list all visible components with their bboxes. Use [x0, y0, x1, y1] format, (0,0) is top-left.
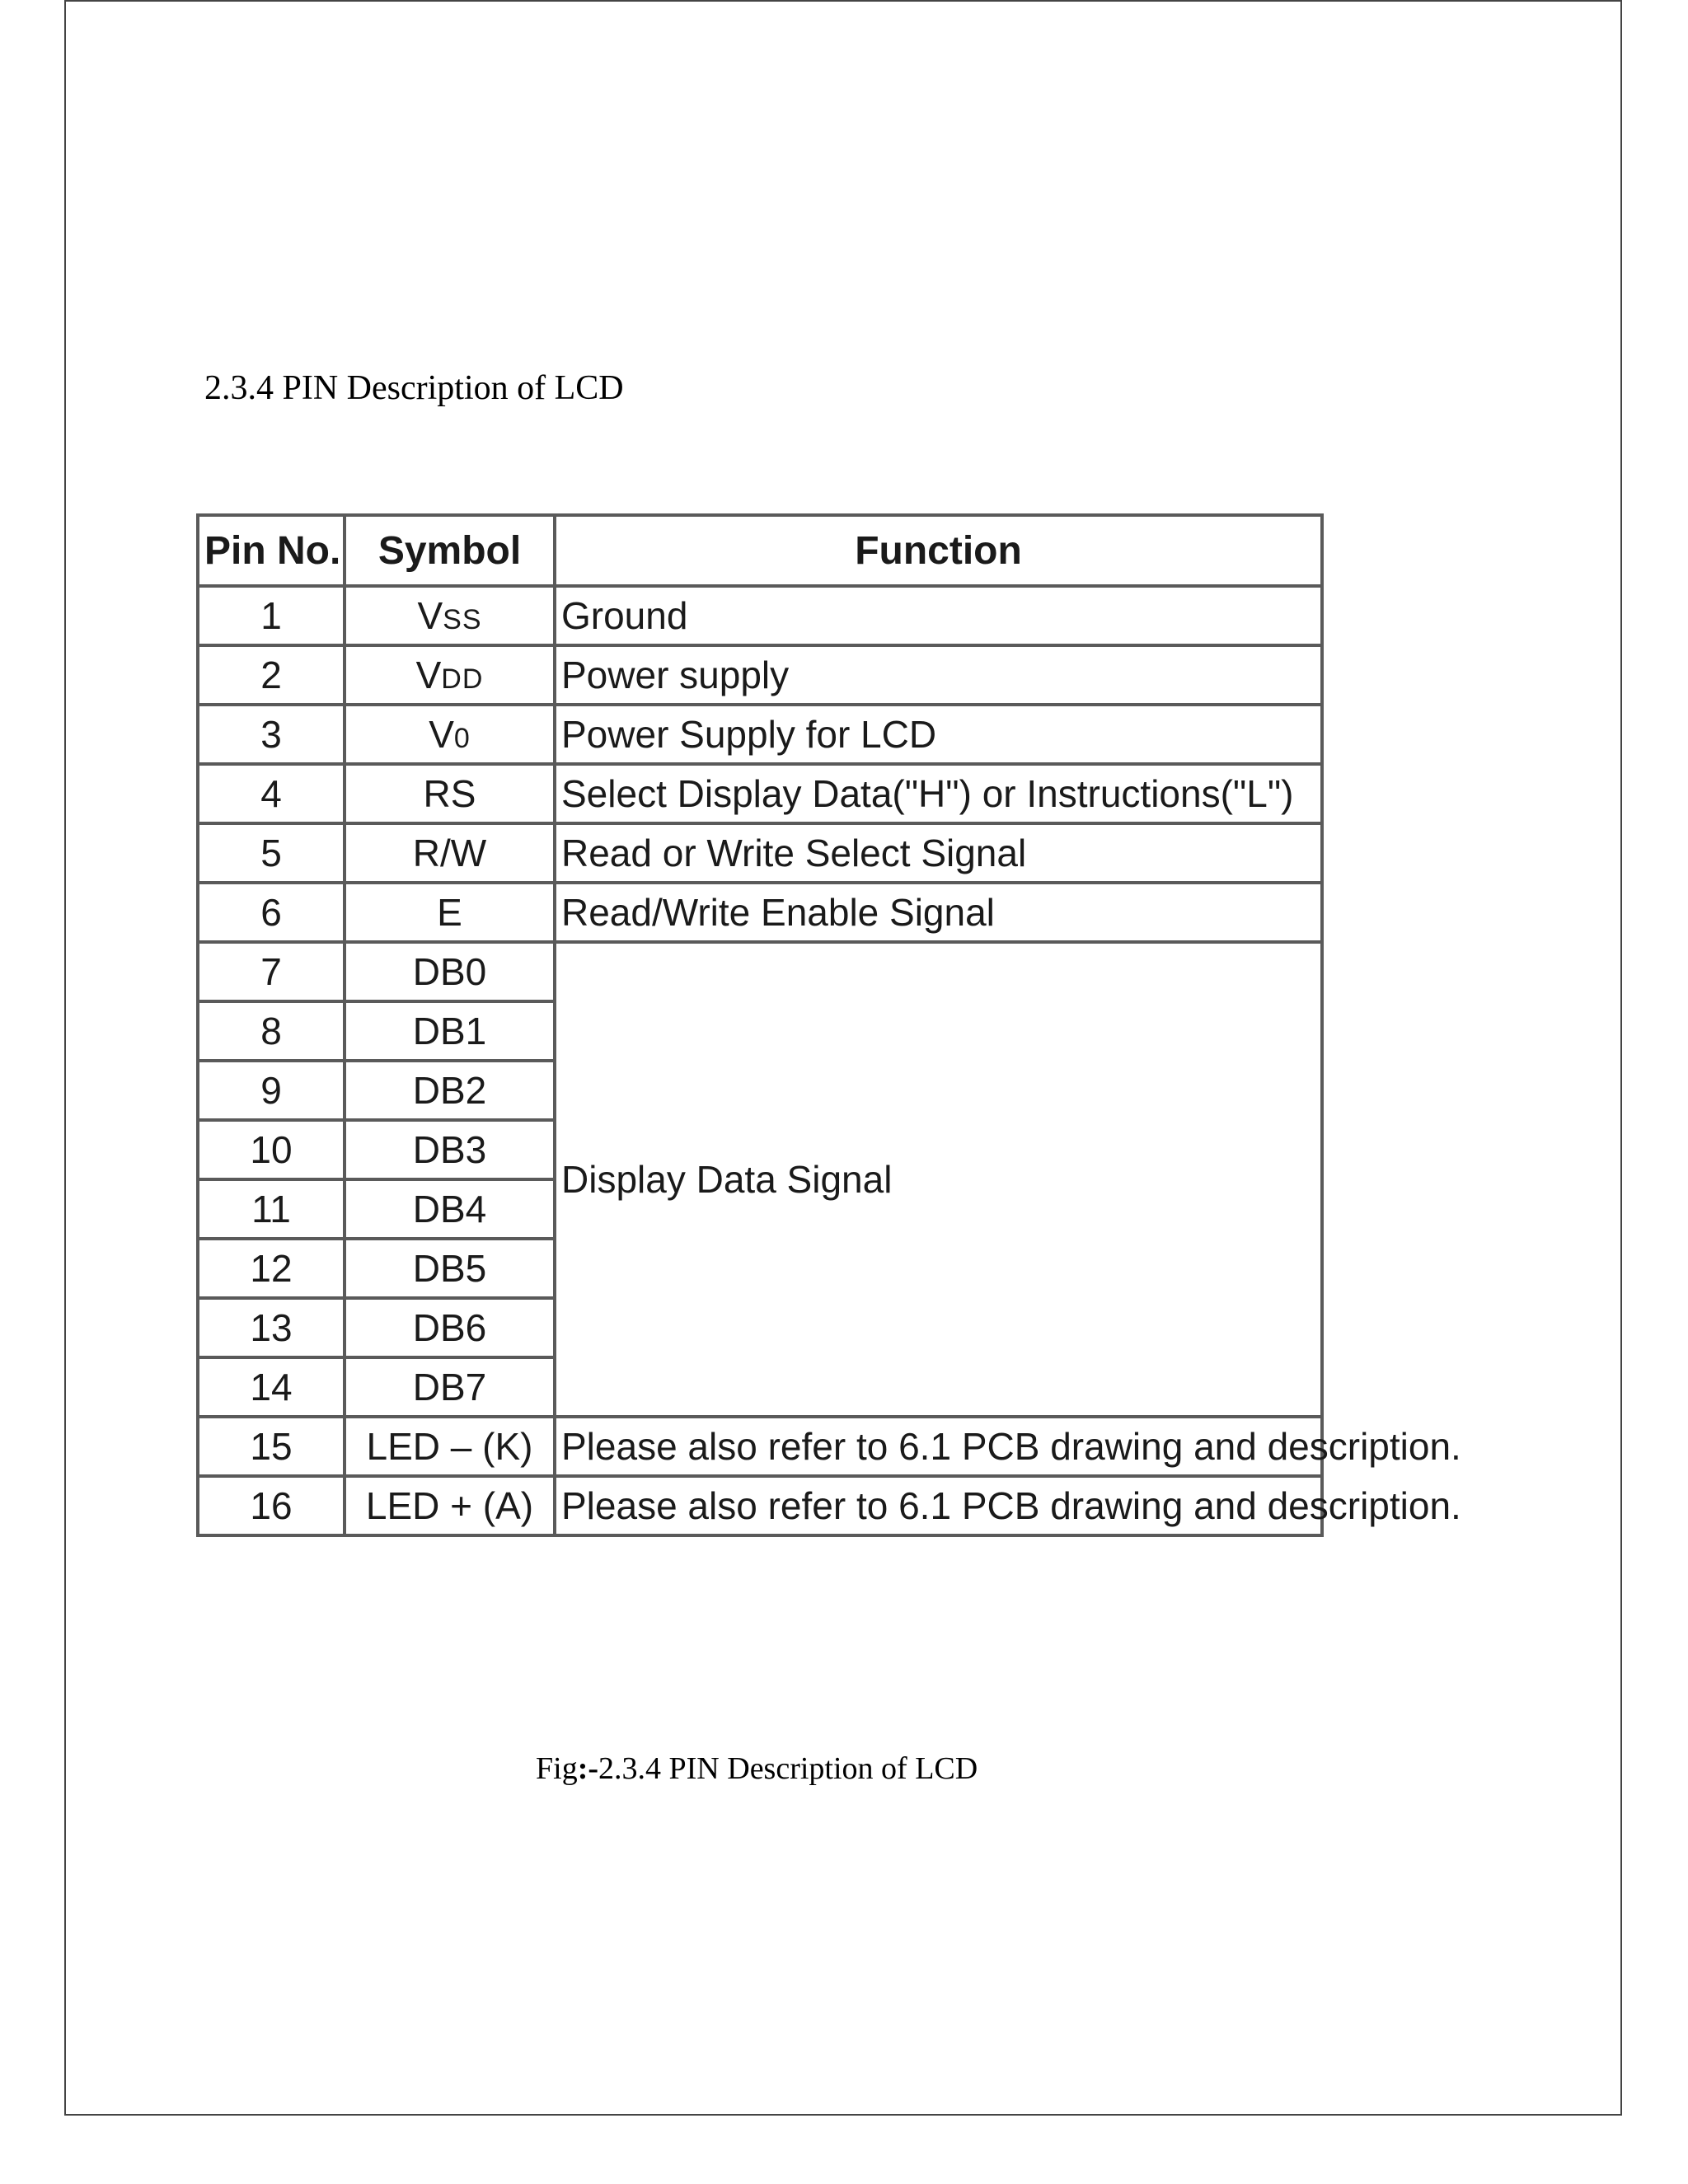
pin-description-table-container	[196, 513, 1461, 1537]
table-row	[198, 705, 1322, 764]
pin-symbol	[345, 645, 555, 705]
pin-number: 6	[198, 883, 345, 942]
pin-symbol: DB5	[345, 1239, 555, 1298]
pin-function: Please also refer to 6.1 PCB drawing and description.	[555, 1417, 1322, 1476]
pin-symbol: DB0	[345, 942, 555, 1001]
pin-symbol: DB2	[345, 1061, 555, 1120]
pin-function: Please also refer to 6.1 PCB drawing and description.	[555, 1476, 1322, 1535]
symbol-subscript: DD	[441, 663, 484, 695]
table-row	[198, 645, 1322, 705]
pin-symbol: DB6	[345, 1298, 555, 1357]
pin-number: 7	[198, 942, 345, 1001]
pin-symbol: E	[345, 883, 555, 942]
pin-number: 10	[198, 1120, 345, 1179]
pin-number: 5	[198, 823, 345, 883]
pin-symbol	[345, 705, 555, 764]
table-row	[198, 1417, 1322, 1476]
pin-symbol: LED – (K)	[345, 1417, 555, 1476]
pin-number: 1	[198, 586, 345, 645]
pin-number: 8	[198, 1001, 345, 1061]
symbol-subscript: 0	[453, 723, 471, 754]
pin-function: Read/Write Enable Signal	[555, 883, 1322, 942]
pin-symbol: R/W	[345, 823, 555, 883]
table-row	[198, 883, 1322, 942]
pin-number: 12	[198, 1239, 345, 1298]
pin-description-table	[196, 513, 1461, 1537]
pin-symbol: DB7	[345, 1357, 555, 1417]
pin-function: Power supply	[555, 645, 1322, 705]
symbol-main: V	[429, 713, 454, 756]
table-row	[198, 942, 1322, 1001]
pin-number: 14	[198, 1357, 345, 1417]
header-function: Function	[555, 515, 1322, 586]
symbol-main: V	[417, 594, 443, 637]
pin-number: 13	[198, 1298, 345, 1357]
pin-symbol: LED + (A)	[345, 1476, 555, 1535]
pin-symbol: DB4	[345, 1179, 555, 1239]
table-row	[198, 764, 1322, 823]
pin-number: 2	[198, 645, 345, 705]
symbol-main: V	[415, 654, 442, 696]
pin-function: Select Display Data("H") or Instructions("L")	[555, 764, 1322, 823]
pin-symbol: DB3	[345, 1120, 555, 1179]
pin-symbol: DB1	[345, 1001, 555, 1061]
pin-function: Power Supply for LCD	[555, 705, 1322, 764]
table-row	[198, 1476, 1322, 1535]
pin-number: 9	[198, 1061, 345, 1120]
caption-prefix: Fig	[536, 1751, 578, 1786]
caption-text: 2.3.4 PIN Description of LCD	[598, 1751, 978, 1786]
symbol-subscript: SS	[443, 604, 482, 635]
table-header-row	[198, 515, 1322, 586]
pin-function: Ground	[555, 586, 1322, 645]
table-row	[198, 823, 1322, 883]
header-pin-no: Pin No.	[198, 515, 345, 586]
header-symbol: Symbol	[345, 515, 555, 586]
pin-number: 11	[198, 1179, 345, 1239]
pin-symbol: RS	[345, 764, 555, 823]
section-heading: 2.3.4 PIN Description of LCD	[204, 369, 624, 407]
pin-symbol	[345, 586, 555, 645]
figure-caption	[536, 1750, 978, 1787]
pin-number: 4	[198, 764, 345, 823]
pin-number: 15	[198, 1417, 345, 1476]
pin-number: 16	[198, 1476, 345, 1535]
caption-separator: :-	[577, 1751, 599, 1786]
table-row	[198, 586, 1322, 645]
pin-function-merged: Display Data Signal	[555, 942, 1322, 1417]
pin-function: Read or Write Select Signal	[555, 823, 1322, 883]
pin-number: 3	[198, 705, 345, 764]
